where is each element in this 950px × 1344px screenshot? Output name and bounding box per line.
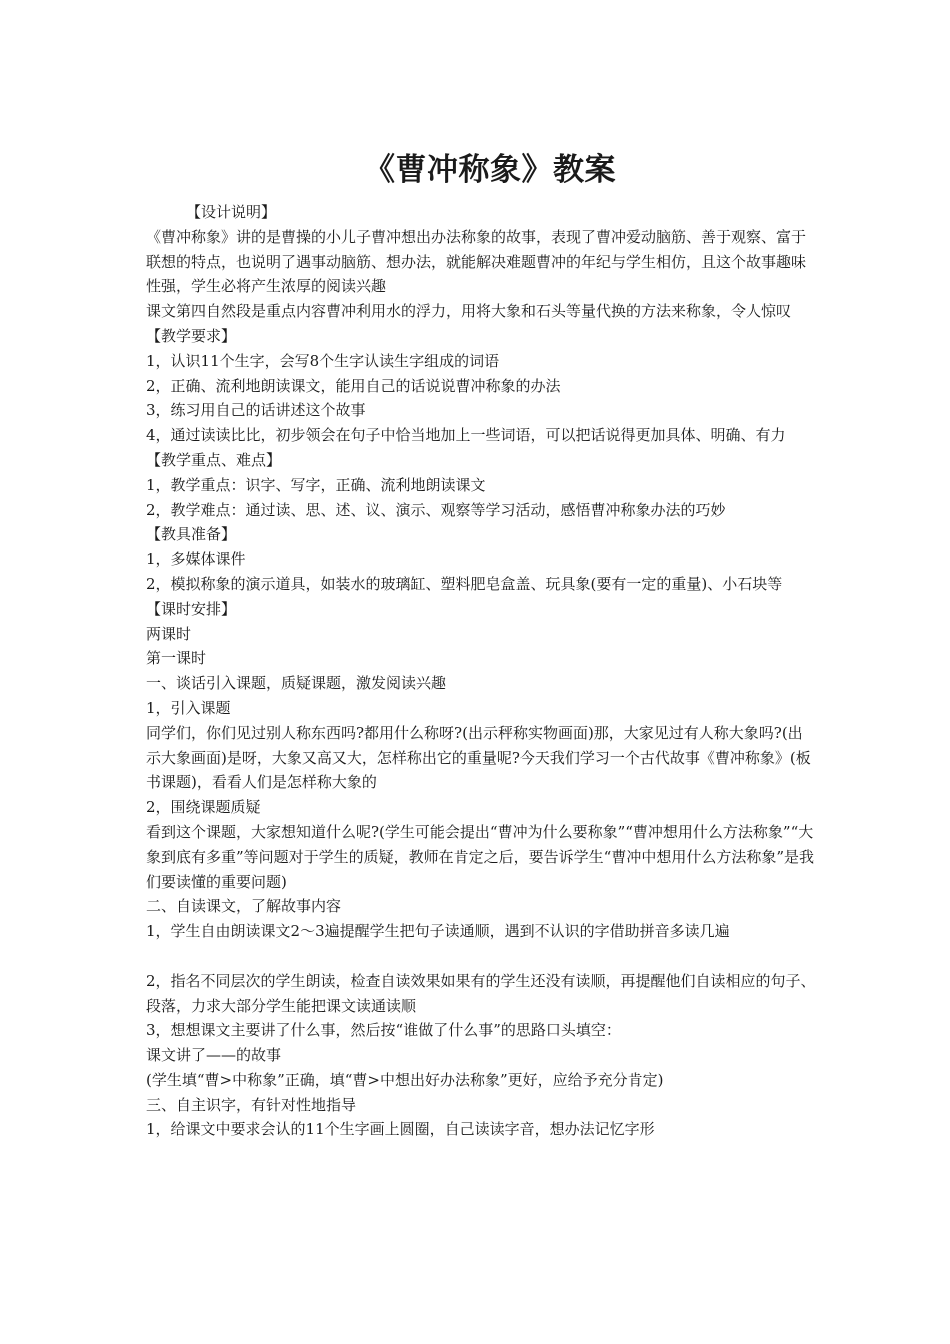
- paragraph: 三、自主识字，有针对性地指导: [146, 1095, 357, 1114]
- list-item: 2，指名不同层次的学生朗读，检查自读效果如果有的学生还没有读顺，再提醒他们自读相应的句子、段落，力求大部分学生能把课文读通读顺: [146, 971, 816, 1015]
- paragraph: 第一课时: [146, 649, 207, 668]
- list-item: 1，教学重点：识字、写字，正确、流利地朗读课文: [146, 475, 486, 494]
- paragraph: 《曹冲称象》讲的是曹操的小儿子曹冲想出办法称象的故事，表现了曹冲爱动脑筋、善于观察、富于联想的特点，也说明了遇事动脑筋、想办法，就能解决难题曹冲的年纪与学生相仿，且这个故事趣味性强，学生必将产生浓厚的阅读兴趣: [146, 227, 807, 296]
- section-heading-design: 【设计说明】: [186, 203, 277, 221]
- list-item: 1，给课文中要求会认的11个生字画上圆圈，自己读读字音，想办法记忆字形: [146, 1120, 655, 1139]
- section-heading-requirements: 【教学要求】: [146, 326, 237, 345]
- paragraph: 同学们，你们见过别人称东西吗?都用什么称呀?(出示秤称实物画面)那，大家见过有人称大象吗?(出示大象画面)是呀，大象又高又大，怎样称出它的重量呢?今天我们学习一个古代故事《曹冲称象》(板书课题)，看看人们是怎样称大象的: [146, 723, 811, 792]
- document-body: [146, 200, 816, 1142]
- list-item: 3，想想课文主要讲了什么事，然后按“谁做了什么事”的思路口头填空：: [146, 1021, 621, 1040]
- section-heading-schedule: 【课时安排】: [146, 599, 237, 618]
- list-item: 1，学生自由朗读课文2～3遍提醒学生把句子读通顺，遇到不认识的字借助拼音多读几遍: [146, 922, 730, 941]
- list-item: 1，多媒体课件: [146, 550, 246, 569]
- section-heading-materials: 【教具准备】: [146, 525, 237, 544]
- paragraph: 课文讲了——的故事: [146, 1046, 282, 1065]
- paragraph: (学生填“曹>中称象”正确，填“曹>中想出好办法称象”更好，应给予充分肯定): [146, 1070, 664, 1089]
- list-item: 1，认识11个生字，会写8个生字认读生字组成的词语: [146, 351, 500, 370]
- document-title: 《曹冲称象》教案: [364, 152, 616, 188]
- list-item: 2，模拟称象的演示道具，如装水的玻璃缸、塑料肥皂盒盖、玩具象(要有一定的重量)、小石块等: [146, 574, 783, 593]
- list-item: 4，通过读读比比，初步领会在句子中恰当地加上一些词语，可以把话说得更加具体、明确、有力: [146, 426, 786, 445]
- paragraph: 两课时: [146, 624, 192, 643]
- list-item: 2，围绕课题质疑: [146, 798, 261, 817]
- paragraph: 课文第四自然段是重点内容曹冲利用水的浮力，用将大象和石头等量代换的方法来称象，令人惊叹: [146, 302, 792, 321]
- paragraph: 二、自读课文，了解故事内容: [146, 897, 342, 916]
- section-heading-key-points: 【教学重点、难点】: [146, 450, 282, 469]
- list-item: 3，练习用自己的话讲述这个故事: [146, 401, 366, 420]
- list-item: 2，正确、流利地朗读课文，能用自己的话说说曹冲称象的办法: [146, 376, 561, 395]
- blank-line: [146, 944, 816, 969]
- list-item: 1，引入课题: [146, 698, 231, 717]
- paragraph: 一、谈话引入课题，质疑课题，激发阅读兴趣: [146, 674, 447, 693]
- paragraph: 看到这个课题，大家想知道什么呢?(学生可能会提出“曹冲为什么要称象”“曹冲想用什么方法称象”“大象到底有多重”等问题对于学生的质疑，教师在肯定之后，要告诉学生“曹冲中想用什么方法称象”是我们要读懂的重要问题): [146, 822, 815, 891]
- list-item: 2，教学难点：通过读、思、述、议、演示、观察等学习活动，感悟曹冲称象办法的巧妙: [146, 500, 726, 519]
